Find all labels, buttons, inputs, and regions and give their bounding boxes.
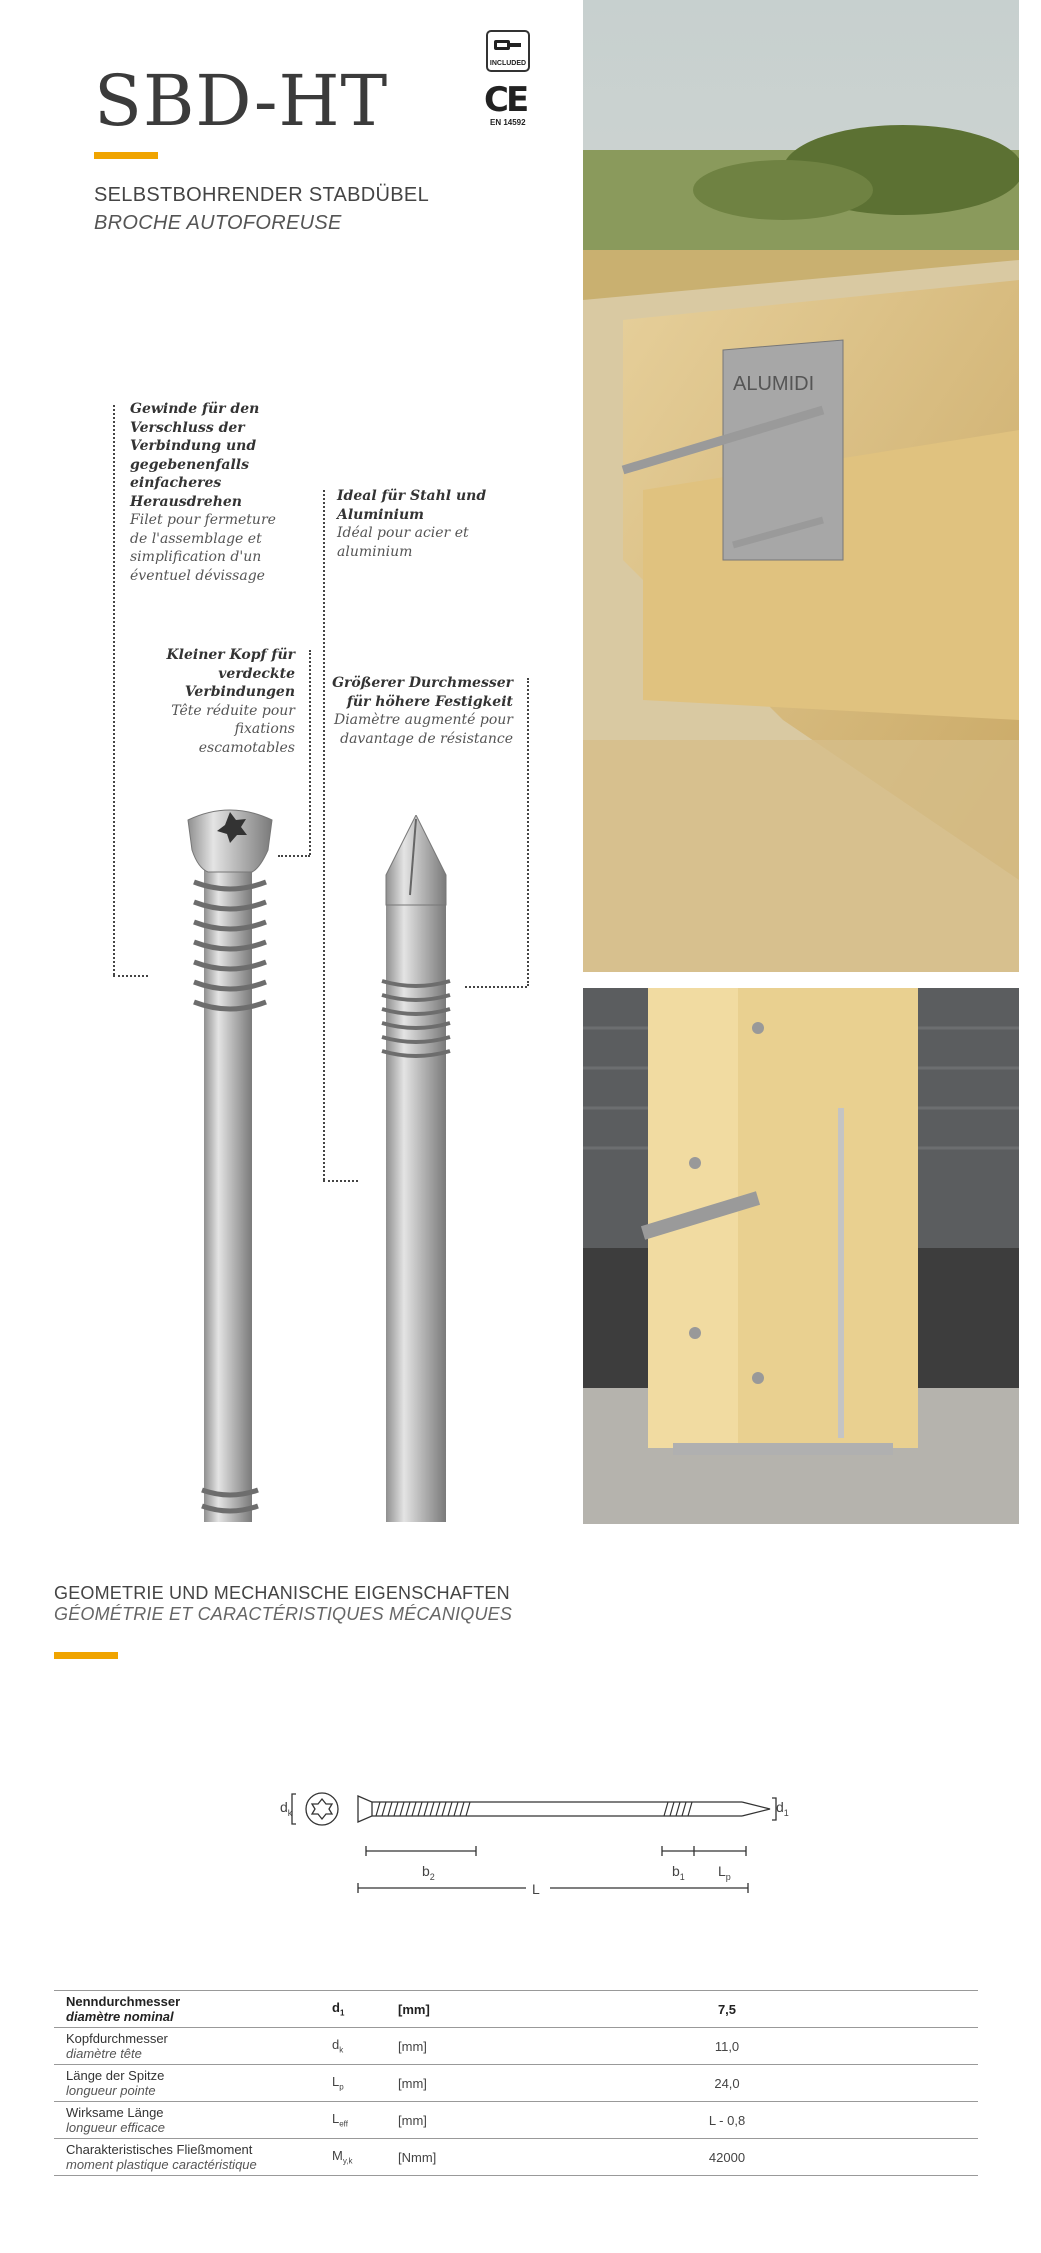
section-title-fr: GÉOMÉTRIE ET CARACTÉRISTIQUES MÉCANIQUES [54, 1604, 513, 1624]
row-value: 7,5 [717, 2001, 737, 2017]
subtitle-fr: BROCHE AUTOFOREUSE [94, 212, 342, 234]
row-label-fr: diamètre nominal [66, 2009, 174, 2024]
row-symbol: $M_{y,k}$ [332, 2148, 353, 2166]
row-unit: [mm] [398, 2112, 427, 2128]
row-label-fr: longueur pointe [66, 2083, 156, 2098]
row-label-fr: longueur efficace [66, 2120, 166, 2135]
row-unit: [mm] [398, 2038, 427, 2054]
row-label-de: Länge der Spitze [66, 2068, 165, 2083]
row-symbol: $d_1$ [332, 2000, 345, 2018]
screw-head-render [180, 800, 280, 1522]
row-label-de: Charakteristisches Fließmoment [66, 2142, 253, 2157]
annotation-diameter [330, 674, 513, 748]
page-title: SBD-HT [94, 60, 389, 142]
annotation-thread-fr: Filet pour fermeture de l'assemblage et simplification d'un éventuel dévissage [130, 512, 276, 584]
ce-mark: CE [484, 80, 527, 120]
table-row [54, 1991, 978, 2028]
leader-diameter-v [527, 678, 529, 986]
row-unit: [Nmm] [398, 2149, 437, 2165]
table-row [54, 2028, 978, 2065]
annotation-diameter-fr: Diamètre augmenté pour davantage de résistance [333, 712, 513, 747]
included-label: INCLUDED [489, 60, 527, 67]
row-label-fr: moment plastique caractéristique [66, 2157, 257, 2172]
annotation-thread-de: Gewinde für den Verschluss der Verbindung und gegebenenfalls einfacheres Herausdrehen [130, 401, 260, 510]
row-value: 11,0 [714, 2038, 740, 2054]
screw-dimension-diagram [270, 1780, 800, 1900]
row-symbol: $d_k$ [332, 2037, 344, 2055]
label-dk: $d_k$ [280, 1799, 293, 1818]
annotation-steel-fr: Idéal pour acier et aluminium [337, 525, 469, 560]
row-unit: [mm] [398, 2075, 427, 2091]
annotation-head-fr: Tête réduite pour fixations escamotables [171, 702, 295, 756]
spec-table [54, 1990, 978, 2176]
annotation-steel [337, 487, 487, 561]
label-b2: $b_2$ [422, 1863, 435, 1882]
leader-thread-v [113, 405, 115, 975]
included-badge [486, 30, 530, 72]
row-value: L - 0,8 [708, 2112, 746, 2128]
row-label-fr: diamètre tête [66, 2046, 142, 2061]
annotation-head [165, 646, 295, 757]
row-value: 24,0 [714, 2075, 740, 2091]
row-label-de: Wirksame Länge [66, 2105, 164, 2120]
label-d1: $d_1$ [776, 1799, 789, 1818]
title-accent-bar [94, 152, 158, 159]
leader-head-v [309, 650, 311, 855]
section-title-de: GEOMETRIE UND MECHANISCHE EIGENSCHAFTEN [54, 1583, 510, 1603]
label-lp: $L_p$ [718, 1863, 731, 1882]
annotation-head-de: Kleiner Kopf für verdeckte Verbindungen [166, 647, 295, 700]
photo-beam-connection [583, 0, 1019, 972]
plate-logo: ALUMIDI [733, 373, 815, 395]
leader-head-h [278, 855, 310, 857]
leader-thread-h [113, 975, 148, 977]
row-value: 42000 [708, 2149, 746, 2165]
section-accent-bar [54, 1652, 118, 1659]
row-symbol: $L_{eff}$ [332, 2111, 348, 2129]
label-b1: $b_1$ [672, 1863, 685, 1882]
table-row [54, 2102, 978, 2139]
row-label-de: Nenndurchmesser [66, 1994, 181, 2009]
photo-post-base [583, 988, 1019, 1524]
row-symbol: $L_p$ [332, 2074, 344, 2092]
table-row [54, 2065, 978, 2102]
ce-norm: EN 14592 [490, 118, 526, 127]
table-row [54, 2139, 978, 2176]
leader-diameter-h [465, 986, 527, 988]
leader-steel-h [323, 1180, 358, 1182]
row-unit: [mm] [398, 2001, 430, 2017]
screw-tip-render [380, 815, 460, 1522]
subtitle-de: SELBSTBOHRENDER STABDÜBEL [94, 184, 429, 206]
annotation-thread [130, 400, 290, 585]
annotation-diameter-de: Größerer Durchmesser für höhere Festigkeit [332, 675, 513, 710]
leader-steel-v [323, 490, 325, 1180]
annotation-steel-de: Ideal für Stahl und Aluminium [337, 488, 487, 523]
bit-icon [493, 38, 523, 52]
row-label-de: Kopfdurchmesser [66, 2031, 168, 2046]
label-L: L [532, 1881, 540, 1897]
